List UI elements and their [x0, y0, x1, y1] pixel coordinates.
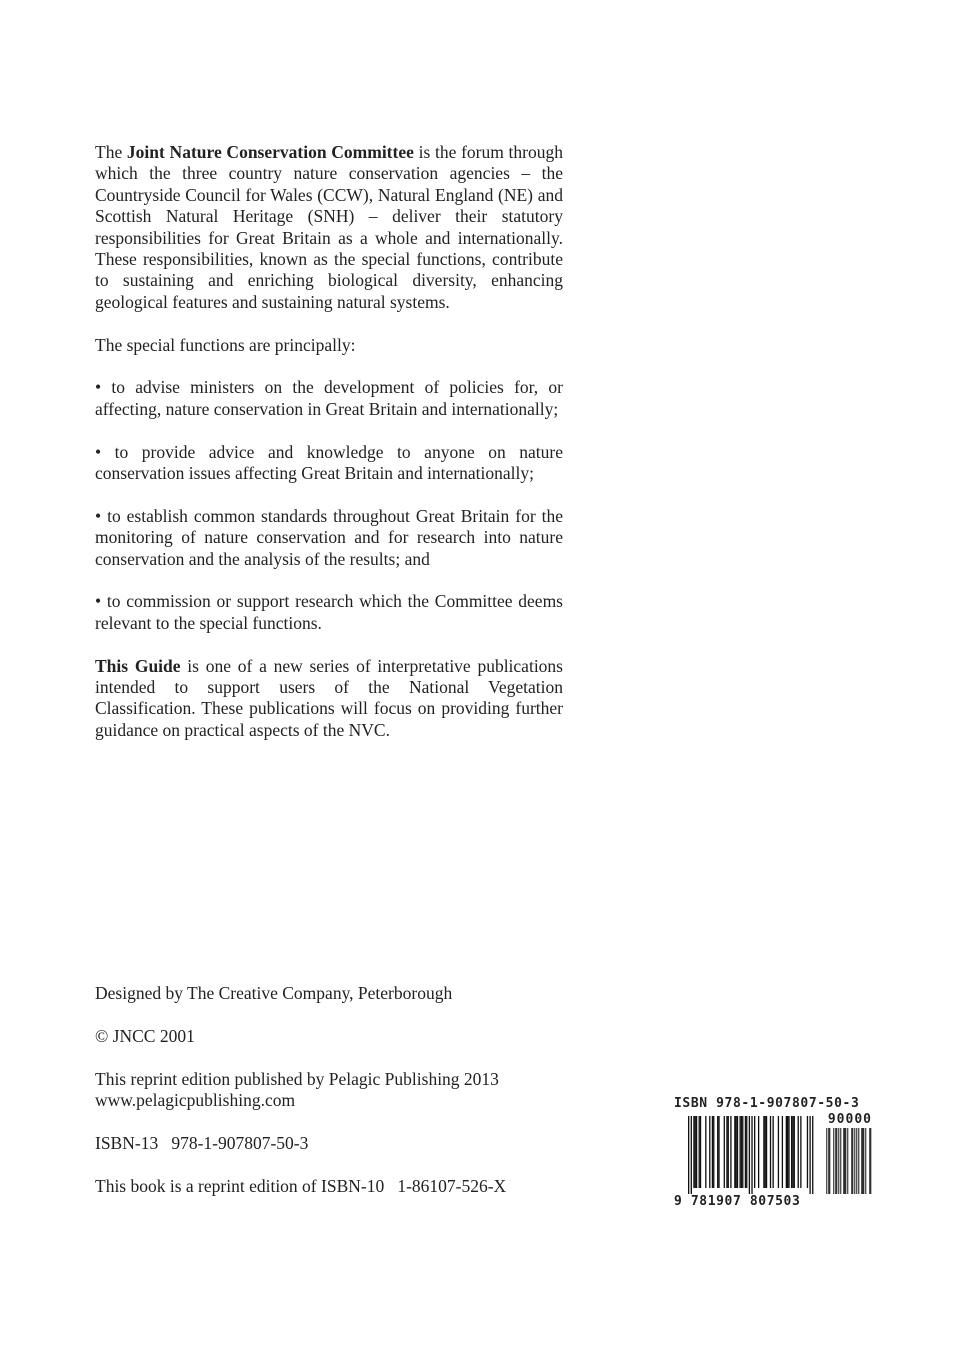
barcode-bar	[696, 1116, 697, 1188]
reprint-line: This reprint edition published by Pelagic Publishing 2013	[95, 1068, 499, 1089]
barcode-bar	[713, 1116, 714, 1188]
barcode-bar	[709, 1116, 710, 1188]
reprint-info	[95, 1069, 655, 1112]
barcode-addon-bar	[836, 1128, 837, 1194]
barcode-addon-bar	[828, 1128, 829, 1194]
barcode-bar	[792, 1116, 793, 1188]
isbn10-note: This book is a reprint edition of ISBN-10 1-86107-526-X	[95, 1175, 507, 1196]
barcode-bar	[693, 1116, 694, 1188]
barcode-bar	[788, 1116, 789, 1188]
barcode-addon-bar	[870, 1128, 871, 1194]
barcode-bar	[718, 1116, 719, 1188]
barcode-bar	[734, 1116, 735, 1188]
intro-lead: The	[95, 142, 127, 162]
barcode-addon-bar	[862, 1128, 863, 1194]
function-item-2: • to provide advice and knowledge to anyone on nature conservation issues affecting Great Britain and internationally;	[95, 441, 563, 484]
barcode-addon-bar	[869, 1128, 870, 1194]
intro-paragraph	[95, 142, 563, 313]
barcode-bar	[699, 1116, 700, 1188]
barcode-bar	[724, 1116, 725, 1188]
barcode-addon-bar	[858, 1128, 859, 1194]
barcode-addon-bar	[852, 1128, 853, 1194]
barcode-bar	[717, 1116, 718, 1188]
guide-paragraph	[95, 656, 563, 742]
barcode-addon-digits: 90000	[827, 1112, 872, 1127]
barcode-addon-bar	[829, 1128, 830, 1194]
designed-by: Designed by The Creative Company, Peterborough	[95, 983, 453, 1003]
barcode-bar	[730, 1116, 731, 1188]
barcode-bar	[758, 1116, 759, 1188]
guide-body: is one of a new series of interpretative publications intended to support users of the National Vegetation Classification. These publications will focus on providing further guidance on practical aspects of the NVC.	[95, 655, 563, 740]
barcode-addon-bar	[847, 1128, 848, 1194]
barcode-bar	[807, 1116, 808, 1188]
barcode-bar	[741, 1116, 742, 1188]
barcode-bar	[691, 1116, 692, 1194]
barcode-bar	[688, 1116, 689, 1194]
functions-heading: The special functions are principally:	[95, 334, 356, 355]
barcode-bar	[695, 1116, 696, 1188]
colophon-block	[95, 983, 655, 1218]
barcode-bar	[798, 1116, 799, 1188]
barcode-bar	[726, 1116, 727, 1188]
intro-body: is the forum through which the three country nature conservation agencies – the Countryside Council for Wales (CCW), Natural England (NE) and Scottish Natural Heritage (SNH) – deliver their statutory responsibilities for Great Britain as a whole and internationally. These responsibilities, known as the special functions, contribute to sustaining and enriching biological diversity, enhancing geological features and sustaining natural systems.	[95, 142, 563, 312]
barcode-addon-bar	[844, 1128, 845, 1194]
barcode-bar	[791, 1116, 792, 1188]
isbn13-line: ISBN-13 978-1-907807-50-3	[95, 1132, 309, 1153]
barcode-bar	[712, 1116, 713, 1188]
barcode-isbn-label: ISBN 978-1-907807-50-3	[674, 1096, 860, 1111]
barcode-digits: 9 781907 807503	[674, 1194, 801, 1209]
barcode-addon-bar	[840, 1128, 841, 1194]
barcode-addon-bar	[854, 1128, 855, 1194]
copyright-notice: © JNCC 2001	[95, 1025, 195, 1046]
barcode-bar	[745, 1116, 746, 1188]
barcode-bar	[749, 1116, 750, 1194]
barcode-bar	[787, 1116, 788, 1188]
barcode-bar	[766, 1116, 767, 1188]
barcode-addon-bar	[863, 1128, 864, 1194]
barcode-bar	[778, 1116, 779, 1188]
barcode-bar	[739, 1116, 740, 1188]
barcode-bar	[763, 1116, 764, 1188]
barcode-addon-bar	[851, 1128, 852, 1194]
barcode-addon-bar	[845, 1128, 846, 1194]
barcode-bar	[737, 1116, 738, 1188]
barcode-bar	[705, 1116, 706, 1188]
barcode-bar	[736, 1116, 737, 1188]
jncc-name: Joint Nature Conservation Committee	[126, 142, 414, 162]
isbn-barcode	[674, 1096, 872, 1212]
barcode-bar	[728, 1116, 729, 1188]
barcode-addon-bar	[835, 1128, 836, 1194]
barcode-addon-bar	[826, 1128, 827, 1194]
barcode-bar	[809, 1116, 810, 1194]
barcode-addon-bar	[865, 1128, 866, 1194]
barcode-bar	[770, 1116, 771, 1188]
function-item-1: • to advise ministers on the development of policies for, or affecting, nature conservation in Great Britain and internationally;	[95, 377, 563, 419]
publisher-website: www.pelagicpublishing.com	[95, 1090, 296, 1110]
barcode-addon-bar	[833, 1128, 834, 1194]
function-item-4: • to commission or support research which the Committee deems relevant to the special functions.	[95, 591, 563, 633]
function-item-3: • to establish common standards throughout Great Britain for the monitoring of nature conservation and for research into nature conservation and the analysis of the results; and	[95, 505, 563, 569]
barcode-bar	[812, 1116, 813, 1194]
barcode-bar	[800, 1116, 801, 1188]
barcode-bar	[772, 1116, 773, 1188]
barcode-bar	[782, 1116, 783, 1188]
barcode-addon-bar	[856, 1128, 857, 1194]
barcode-bar	[754, 1116, 755, 1188]
barcode-addon-bar	[843, 1128, 844, 1194]
barcode-bar	[765, 1116, 766, 1188]
barcode-addon-bar	[838, 1128, 839, 1194]
guide-title: This Guide	[95, 655, 181, 676]
barcode-addon-bar	[861, 1128, 862, 1194]
barcode-bar	[700, 1116, 701, 1188]
barcode-bar	[751, 1116, 752, 1194]
barcode-bar	[794, 1116, 795, 1188]
barcode-bar	[786, 1116, 787, 1188]
barcode-bars	[674, 1112, 872, 1194]
barcode-bar	[742, 1116, 743, 1188]
main-text-block	[95, 142, 563, 763]
barcode-bar	[746, 1116, 747, 1188]
